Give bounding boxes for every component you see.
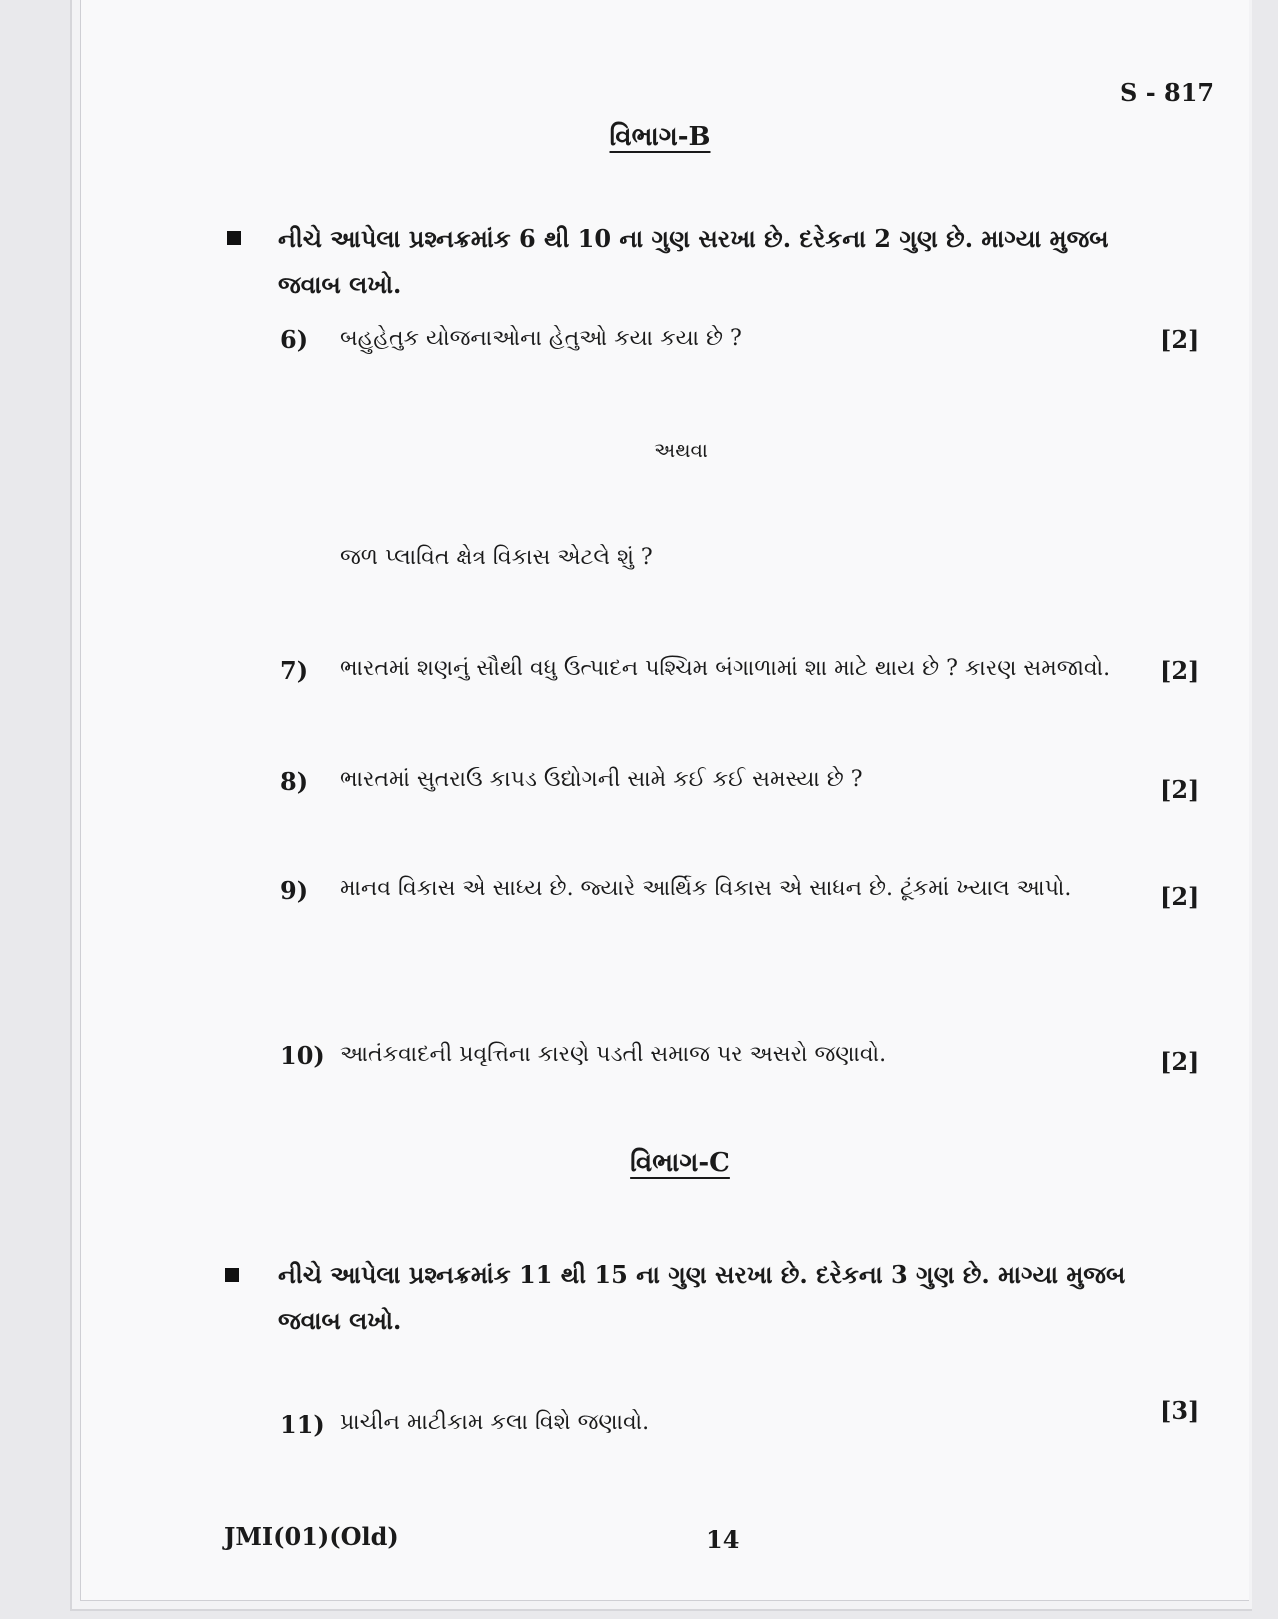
footer-exam-code: JMI(01)(Old) (224, 1522, 399, 1551)
question-number-10: 10) (280, 1041, 325, 1070)
question-text-6: બહુહેતુક યોજનાઓના હેતુઓ કયા કયા છે ? (340, 326, 742, 351)
section-c-title: વિભાગ-C (630, 1148, 730, 1178)
question-text-7: ભારતમાં શણનું સૌથી વધુ ઉત્પાદન પશ્ચિમ બંગાળામાં શા માટે થાય છે ? કારણ સમજાવો. (340, 656, 1111, 681)
question-number-6: 6) (280, 325, 309, 354)
question-number-11: 11) (280, 1410, 325, 1439)
or-separator: અથવા (654, 438, 708, 462)
question-marks-8: [2] (1160, 775, 1200, 804)
question-text-11: પ્રાચીન માટીકામ કલા વિશે જણાવો. (340, 1410, 650, 1435)
page-number: 14 (706, 1525, 740, 1554)
paper-code: S - 817 (1120, 78, 1215, 107)
bullet-icon (225, 1268, 239, 1282)
section-b-title: વિભાગ-B (609, 122, 711, 152)
bullet-icon (227, 231, 241, 245)
question-number-9: 9) (280, 876, 309, 905)
question-number-8: 8) (280, 767, 309, 796)
section-c-instruction: નીચે આપેલા પ્રશ્નક્રમાંક 11 થી 15 ના ગુણ સરખા છે. દરેકના 3 ગુણ છે. માગ્યા મુજબ જવાબ લખો. (278, 1260, 1126, 1335)
question-marks-11: [3] (1160, 1396, 1200, 1425)
question-number-7: 7) (280, 656, 309, 685)
question-text-6-alt: જળ પ્લાવિત ક્ષેત્ર વિકાસ એટલે શું ? (340, 545, 653, 570)
section-b-instruction: નીચે આપેલા પ્રશ્નક્રમાંક 6 થી 10 ના ગુણ સરખા છે. દરેકના 2 ગુણ છે. માગ્યા મુજબ જવાબ લખો. (278, 224, 1109, 299)
question-text-10: આતંકવાદની પ્રવૃત્તિના કારણે પડતી સમાજ પર અસરો જણાવો. (340, 1042, 887, 1067)
question-marks-6: [2] (1160, 325, 1200, 354)
question-marks-7: [2] (1160, 656, 1200, 685)
question-marks-10: [2] (1160, 1047, 1200, 1076)
question-text-8: ભારતમાં સુતરાઉ કાપડ ઉદ્યોગની સામે કઈ કઈ સમસ્યા છે ? (340, 767, 863, 792)
question-marks-9: [2] (1160, 882, 1200, 911)
question-text-9: માનવ વિકાસ એ સાધ્ય છે. જ્યારે આર્થિક વિકાસ એ સાધન છે. ટૂંકમાં ખ્યાલ આપો. (340, 876, 1072, 901)
